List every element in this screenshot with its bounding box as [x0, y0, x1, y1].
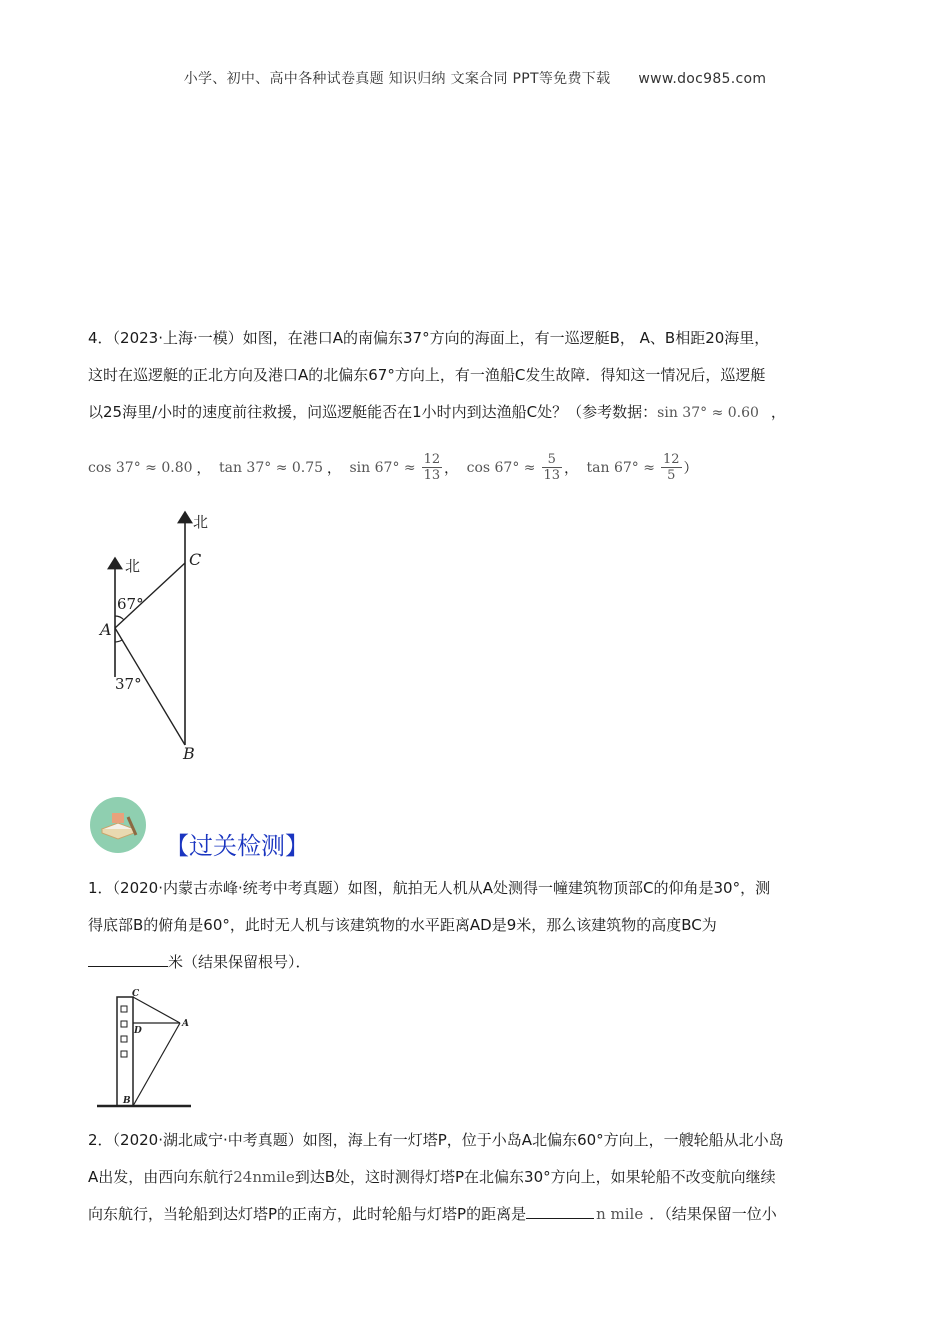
problem-4-line-3: 以25海里/小时的速度前往救援，问巡逻艇能否在1小时内到达渔船C处？（参考数据：sin 37° ≈ 0.60 ， — [88, 403, 786, 421]
window — [121, 1051, 127, 1057]
header-text: 小学、初中、高中各种试卷真题 知识归纳 文案合同 PPT等免费下载 — [183, 71, 611, 87]
figure-1-diagram — [95, 985, 200, 1110]
reference-data-row: cos 37° ≈ 0.80 ， tan 37° ≈ 0.75 ， sin 67° ≈ $\frac{12}{13}$ ， cos 67° ≈ $\frac{5}{13}$ ， tan 67° ≈ $\frac{12}{5}$ ） — [88, 452, 698, 483]
page-header — [0, 68, 950, 88]
answer-blank-1[interactable] — [88, 965, 168, 967]
tan67-label: tan 67° ≈ — [586, 459, 655, 476]
problem-2-line-2: A出发，由西向东航行24nmile到达B处，这时测得灯塔P在北偏东30°方向上，如果轮船不改变航向继续 — [88, 1168, 776, 1186]
problem-4-line-2: 这时在巡逻艇的正北方向及港口A的北偏东67°方向上，有一渔船C发生故障．得知这一情况后，巡逻艇 — [88, 366, 766, 384]
section-title: 【过关检测】 — [165, 832, 309, 860]
cos37-value: cos 37° ≈ 0.80 — [88, 459, 193, 476]
point-a-label: A — [182, 1019, 189, 1029]
figure-4-diagram — [95, 505, 225, 765]
window — [121, 1036, 127, 1042]
cos67-fraction: $\frac{5}{13}$ — [543, 452, 561, 483]
point-c-label: C — [132, 989, 140, 999]
point-c-label: C — [189, 550, 202, 569]
problem-2-text — [88, 1122, 858, 1233]
answer-blank-2[interactable] — [526, 1217, 594, 1219]
angle-arc-37 — [115, 640, 122, 642]
point-d-label: D — [134, 1026, 142, 1036]
sin67-label: sin 67° ≈ — [349, 459, 416, 476]
problem-1-line-2: 得底部B的俯角是60°，此时无人机与该建筑物的水平距离AD是9米，那么该建筑物的高度BC为 — [88, 916, 717, 934]
header-site[interactable]: www.doc985.com — [638, 71, 767, 87]
book-pencil-icon — [88, 795, 148, 855]
north-label-a: 北 — [125, 557, 141, 575]
tan37-value: tan 37° ≈ 0.75 — [218, 459, 324, 476]
unit-label: n mile — [596, 1205, 644, 1223]
distance-value: 24nmile — [233, 1168, 295, 1186]
problem-1-text — [88, 870, 858, 981]
angle-67-label: 67° — [117, 595, 144, 613]
problem-4-line-1: 4．（2023·上海·一模）如图，在港口A的南偏东37°方向的海面上，有一巡逻艇B， A、B相距20海里， — [88, 329, 770, 347]
tan67-fraction: $\frac{12}{5}$ — [662, 452, 680, 483]
segment-ac — [133, 997, 180, 1023]
problem-1-line-3: 米（结果保留根号）． — [88, 944, 858, 981]
point-b-label: B — [123, 1096, 131, 1106]
window — [121, 1021, 127, 1027]
sin37-value: sin 37° ≈ 0.60 — [657, 405, 759, 421]
window — [121, 1006, 127, 1012]
problem-1-line-1: 1．（2020·内蒙古赤峰·统考中考真题）如图，航拍无人机从A处测得一幢建筑物顶部C的仰角是30°，测 — [88, 879, 771, 897]
angle-37-label: 37° — [115, 675, 142, 693]
north-label-c: 北 — [193, 513, 209, 531]
problem-2-line-3: 向东航行，当轮船到达灯塔P的正南方，此时轮船与灯塔P的距离是 n mile ．（结果保留一位小 — [88, 1205, 777, 1223]
sin67-fraction: $\frac{12}{13}$ — [423, 452, 441, 483]
problem-2-line-1: 2．（2020·湖北咸宁·中考真题）如图，海上有一灯塔P，位于小岛A北偏东60°方向上，一艘轮船从北小岛 — [88, 1131, 784, 1149]
angle-arc-67 — [115, 616, 124, 620]
problem-4-text — [88, 320, 858, 432]
cos67-label: cos 67° ≈ — [466, 459, 536, 476]
point-b-label: B — [183, 744, 195, 763]
point-a-label: A — [100, 620, 112, 639]
